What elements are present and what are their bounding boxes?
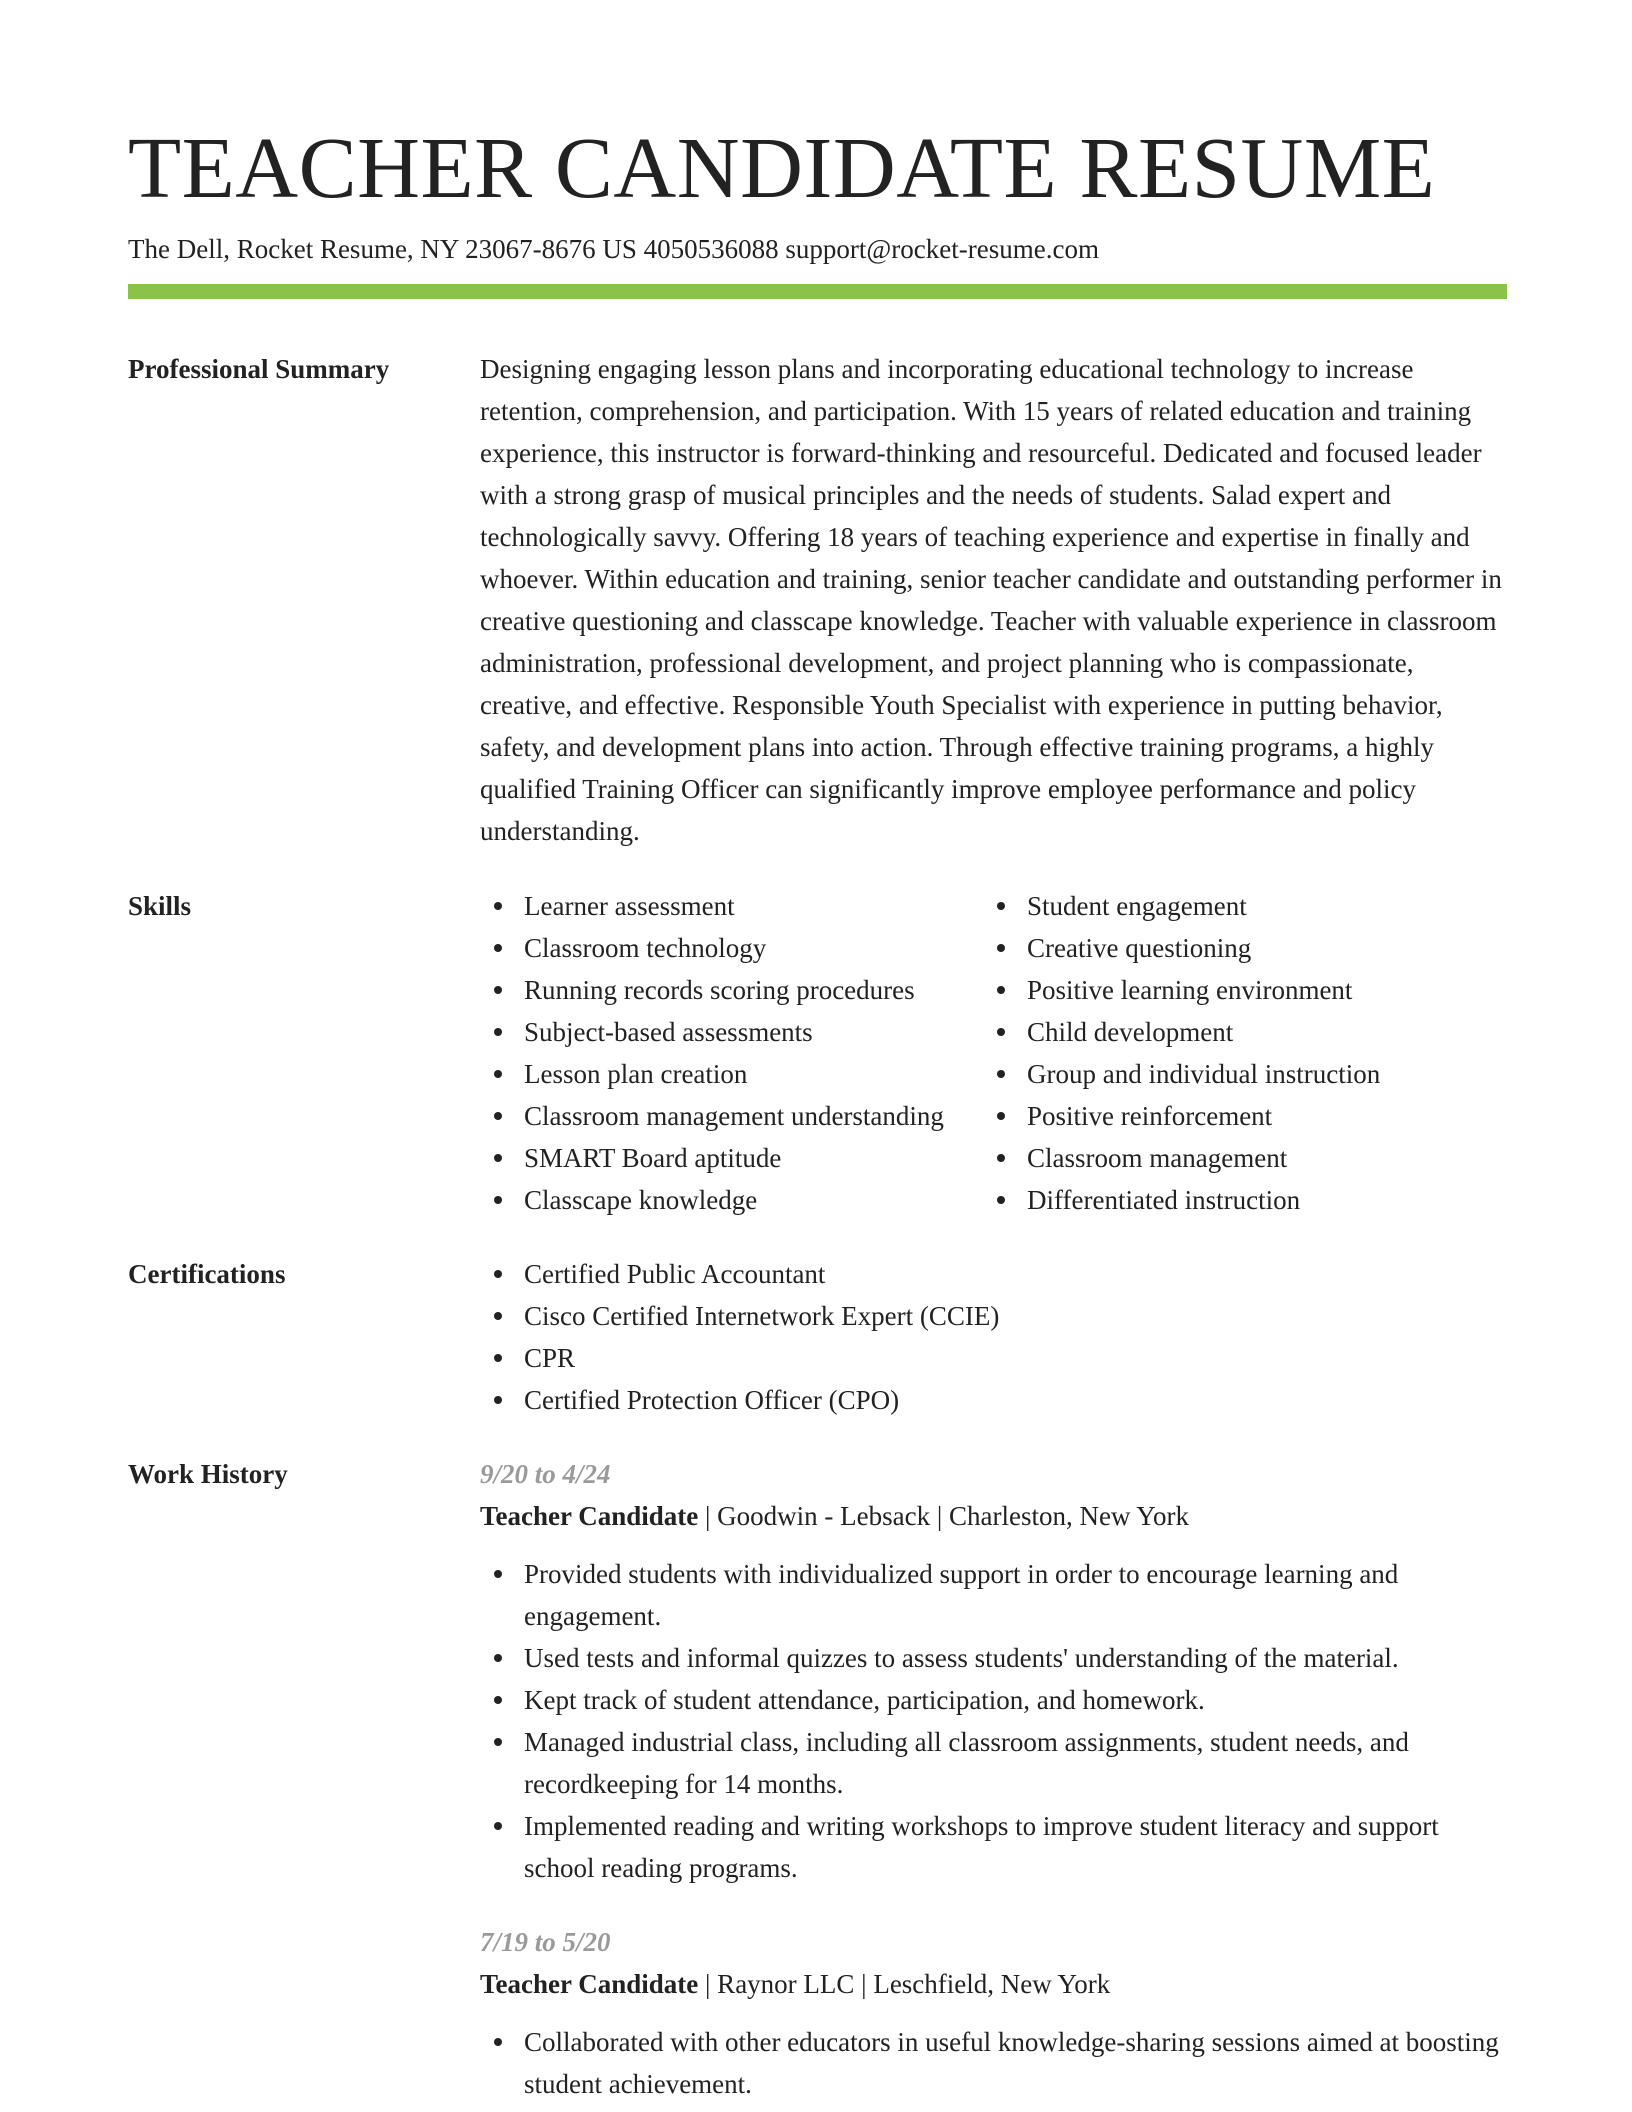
certification-item: Certified Protection Officer (CPO) bbox=[480, 1379, 1507, 1421]
skills-section bbox=[128, 885, 1507, 1221]
skill-item: Learner assessment bbox=[480, 885, 983, 927]
certification-item: Cisco Certified Internetwork Expert (CCIE) bbox=[480, 1295, 1507, 1337]
skill-item: Student engagement bbox=[983, 885, 1507, 927]
job-header bbox=[480, 1963, 1507, 2005]
skills-label: Skills bbox=[128, 891, 192, 921]
skill-item: Differentiated instruction bbox=[983, 1179, 1507, 1221]
job-entry bbox=[480, 1921, 1507, 2105]
job-duty: Used tests and informal quizzes to assess students' understanding of the material. bbox=[480, 1637, 1507, 1679]
skill-item: Child development bbox=[983, 1011, 1507, 1053]
skill-item: Group and individual instruction bbox=[983, 1053, 1507, 1095]
job-employer-location: | Raynor LLC | Leschfield, New York bbox=[698, 1969, 1111, 1999]
skill-item: SMART Board aptitude bbox=[480, 1137, 983, 1179]
job-dates: 7/19 to 5/20 bbox=[480, 1927, 611, 1957]
job-title: Teacher Candidate bbox=[480, 1501, 699, 1531]
job-duty: Kept track of student attendance, participation, and homework. bbox=[480, 1679, 1507, 1721]
job-duty: Collaborated with other educators in useful knowledge-sharing sessions aimed at boosting student achievement. bbox=[480, 2021, 1507, 2105]
skill-item: Classcape knowledge bbox=[480, 1179, 983, 1221]
skills-grid bbox=[480, 885, 1507, 1221]
skill-item: Subject-based assessments bbox=[480, 1011, 983, 1053]
skill-item: Running records scoring procedures bbox=[480, 969, 983, 1011]
skill-item: Classroom management bbox=[983, 1137, 1507, 1179]
work-history-content bbox=[480, 1453, 1507, 2105]
job-duty: Provided students with individualized support in order to encourage learning and engagement. bbox=[480, 1553, 1507, 1637]
summary-section bbox=[128, 348, 1507, 852]
contact-info: The Dell, Rocket Resume, NY 23067-8676 US 4050536088 support@rocket-resume.com bbox=[128, 234, 1099, 264]
skill-item: Positive reinforcement bbox=[983, 1095, 1507, 1137]
work-history-section bbox=[128, 1453, 1507, 2105]
job-header bbox=[480, 1495, 1507, 1537]
job-duties-list bbox=[480, 1553, 1507, 1889]
summary-text: Designing engaging lesson plans and incorporating educational technology to increase retention, comprehension, and participation. With 15 years of related education and training experience, this instructor is forward-thinking and resourceful. Dedicated and focused leader with a strong grasp of musical principles and the needs of students. Salad expert and technologically savvy. Offering 18 years of teaching experience and expertise in finally and whoever. Within education and training, senior teacher candidate and outstanding performer in creative questioning and classcape knowledge. Teacher with valuable experience in classroom administration, professional development, and project planning who is compassionate, creative, and effective. Responsible Youth Specialist with experience in putting behavior, safety, and development plans into action. Through effective training programs, a highly qualified Training Officer can significantly improve employee performance and policy understanding. bbox=[480, 354, 1502, 846]
skill-item: Classroom management understanding bbox=[480, 1095, 983, 1137]
job-entry bbox=[480, 1453, 1507, 1889]
skill-item: Creative questioning bbox=[983, 927, 1507, 969]
job-duty: Implemented reading and writing workshops to improve student literacy and support school reading programs. bbox=[480, 1805, 1507, 1889]
skills-column-2 bbox=[983, 885, 1507, 1221]
certifications-section bbox=[128, 1253, 1507, 1421]
certification-item: Certified Public Accountant bbox=[480, 1253, 1507, 1295]
skill-item: Positive learning environment bbox=[983, 969, 1507, 1011]
skill-item: Lesson plan creation bbox=[480, 1053, 983, 1095]
skills-column-1 bbox=[480, 885, 983, 1221]
job-dates: 9/20 to 4/24 bbox=[480, 1459, 611, 1489]
certification-item: CPR bbox=[480, 1337, 1507, 1379]
job-duties-list bbox=[480, 2021, 1507, 2105]
certifications-label: Certifications bbox=[128, 1259, 286, 1289]
skill-item: Classroom technology bbox=[480, 927, 983, 969]
header-accent-rule bbox=[128, 284, 1507, 299]
resume-title: TEACHER CANDIDATE RESUME bbox=[128, 119, 1436, 216]
certifications-content bbox=[480, 1253, 1507, 1421]
job-duty: Managed industrial class, including all classroom assignments, student needs, and recordkeeping for 14 months. bbox=[480, 1721, 1507, 1805]
summary-label: Professional Summary bbox=[128, 354, 390, 384]
certifications-list bbox=[480, 1253, 1507, 1421]
work-history-label: Work History bbox=[128, 1459, 288, 1489]
job-employer-location: | Goodwin - Lebsack | Charleston, New York bbox=[698, 1501, 1190, 1531]
job-title: Teacher Candidate bbox=[480, 1969, 699, 1999]
